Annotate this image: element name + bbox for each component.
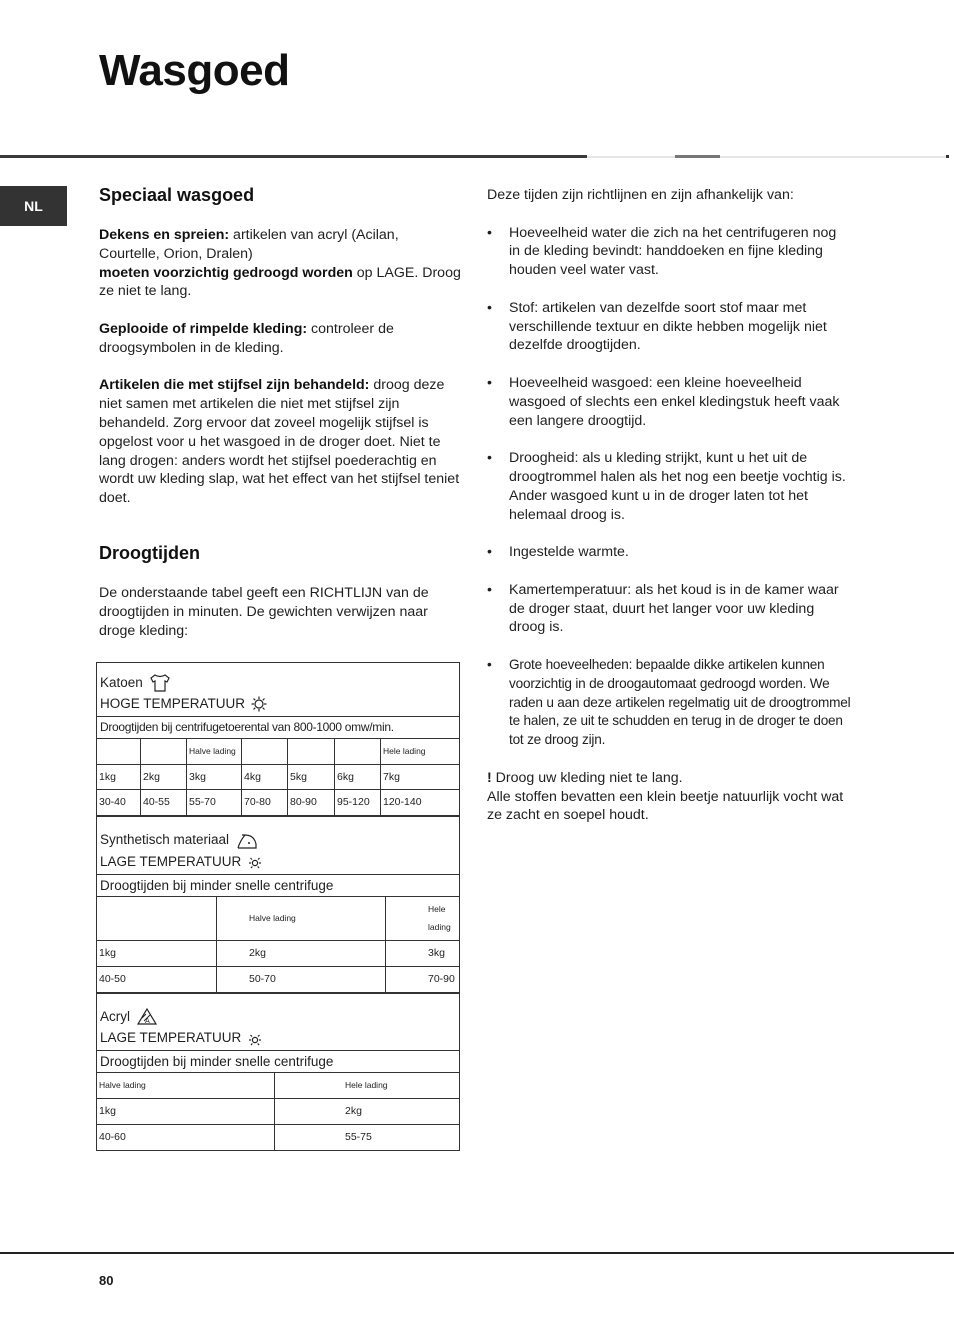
right-column (487, 184, 851, 825)
drying-times-intro: De onderstaande tabel geeft een RICHTLIJN van de droogtijden in minuten. De gewichten verwijzen naar droge kleding: (99, 584, 429, 639)
footer-rule (0, 1252, 954, 1254)
table-row (97, 1073, 459, 1098)
table-row (97, 967, 459, 993)
page-number: 80 (99, 1273, 114, 1288)
header-rule (0, 155, 954, 159)
small-sun-icon (247, 1027, 263, 1048)
table-cell: 40-50 (97, 967, 217, 993)
table-row (97, 790, 459, 816)
table-cell: 7kg (381, 764, 460, 790)
table-cell: 70-90 (386, 967, 460, 993)
table-cell: 2kg (141, 764, 187, 790)
table-row (97, 897, 459, 941)
heading-special-laundry: Speciaal wasgoed (99, 185, 255, 205)
small-sun-icon (247, 851, 263, 872)
table-row (97, 739, 459, 764)
acrylic-temp: LAGE TEMPERATUUR (100, 1030, 242, 1046)
table-cell: 2kg (275, 1099, 460, 1125)
table-cell: 4kg (242, 764, 288, 790)
table-row (97, 941, 459, 967)
warning-line-2: Alle stoffen bevatten een klein beetje natuurlijk vocht wat ze zacht en soepel houdt. (487, 788, 844, 824)
table-row (97, 1124, 459, 1149)
warning-paragraph (487, 769, 851, 825)
shirt-icon (149, 671, 171, 692)
table-cell: 1kg (97, 941, 217, 967)
acrylic-half-label: Halve lading (97, 1073, 275, 1098)
list-item: • Stof: artikelen van dezelfde soort stof maar met verschillende textuur en dikte hebben mogelijk niet dezelfde droogtijden. (487, 299, 851, 355)
table-cell: 2kg (217, 941, 386, 967)
starch-label: Artikelen die met stijfsel zijn behandeld: (99, 377, 370, 394)
table-cell: 50-70 (217, 967, 386, 993)
table-cell: 3kg (386, 941, 460, 967)
svg-text:A: A (145, 1017, 150, 1026)
list-item: • Kamertemperatuur: als het koud is in de kamer waar de droger staat, duurt het langer voor uw kleding droog is. (487, 581, 851, 637)
cotton-half-label: Halve lading (187, 739, 242, 764)
table-cell: 1kg (97, 1099, 275, 1125)
acrylic-header (97, 993, 459, 1050)
cotton-grid (97, 739, 459, 816)
list-item: • Hoeveelheid wasgoed: een kleine hoeveelheid wasgoed of slechts een enkel kledingstuk heeft vaak een langere droogtijd. (487, 374, 851, 430)
blankets-label: Dekens en spreien: (99, 227, 230, 243)
cotton-note: Droogtijden bij centrifugetoerental van 800-1000 omw/min. (97, 716, 459, 739)
drying-times-table (96, 662, 460, 1150)
table-cell: 30-40 (97, 790, 141, 816)
language-tab: NL (0, 186, 67, 226)
list-item: • Hoeveelheid water die zich na het centrifugeren nog in de kleding bevindt: handdoeken en fijne kleding houden veel water vast. (487, 224, 851, 280)
table-cell: 1kg (97, 764, 141, 790)
cotton-header (97, 663, 459, 715)
blankets-paragraph (99, 226, 461, 301)
table-cell: 40-55 (141, 790, 187, 816)
synthetic-temp: LAGE TEMPERATUUR (100, 853, 242, 869)
synthetic-name: Synthetisch materiaal (100, 832, 230, 848)
synthetic-grid (97, 897, 459, 993)
table-cell: 70-80 (242, 790, 288, 816)
synthetic-half-label: Halve lading (217, 897, 386, 941)
table-cell: 95-120 (335, 790, 381, 816)
table-row (97, 1099, 459, 1125)
table-cell: 40-60 (97, 1124, 275, 1149)
cotton-temp: HOGE TEMPERATUUR (100, 695, 246, 711)
cotton-full-label: Hele lading (381, 739, 460, 764)
table-cell: 80-90 (288, 790, 335, 816)
pleated-label: Geplooide of rimpelde kleding: (99, 320, 308, 337)
table-cell: 6kg (335, 764, 381, 790)
table-cell: 55-70 (187, 790, 242, 816)
blankets-text: artikelen van acryl (Acilan, Courtelle, Orion, Dralen) (99, 227, 399, 262)
cotton-name: Katoen (100, 674, 143, 690)
acrylic-full-label: Hele lading (275, 1073, 460, 1098)
blankets-text-2: op LAGE. Droog ze niet te lang. (99, 264, 461, 300)
table-cell: 5kg (288, 764, 335, 790)
acrylic-symbol-icon (136, 1006, 158, 1027)
factors-list (487, 224, 851, 750)
factors-intro: Deze tijden zijn richtlijnen en zijn afhankelijk van: (487, 187, 794, 203)
list-item: • Grote hoeveelheden: bepaalde dikke artikelen kunnen voorzichtig in de droogautomaat gedroogd worden. We raden u aan deze artikelen regelmatig uit de droogtrommel te halen, ze uit te schudden en terug in de droger te doen tot ze droog zijn. (487, 656, 851, 750)
warning-mark: ! (487, 769, 492, 786)
list-item: • Ingestelde warmte. (487, 543, 851, 562)
pleated-paragraph (99, 320, 461, 358)
pleated-text: controleer de droogsymbolen in de kleding. (99, 320, 394, 356)
table-row (97, 764, 459, 790)
iron-icon (235, 829, 259, 850)
acrylic-grid (97, 1073, 459, 1149)
table-cell: 3kg (187, 764, 242, 790)
warning-line-1: Droog uw kleding niet te lang. (491, 769, 683, 786)
left-column (99, 184, 461, 1151)
synthetic-full-label: Hele lading (386, 897, 460, 941)
blankets-label-2: moeten voorzichtig gedroogd worden (99, 264, 353, 281)
starch-paragraph (99, 376, 461, 508)
sun-icon (251, 693, 267, 714)
table-cell: 120-140 (381, 790, 460, 816)
acrylic-note: Droogtijden bij minder snelle centrifuge (97, 1050, 459, 1073)
acrylic-name: Acryl (100, 1009, 130, 1025)
synthetic-header (97, 816, 459, 873)
page-title: Wasgoed (99, 46, 290, 95)
heading-drying-times: Droogtijden (99, 542, 200, 563)
synthetic-note: Droogtijden bij minder snelle centrifuge (97, 874, 459, 897)
starch-text: droog deze niet samen met artikelen die niet met stijfsel zijn behandeld. Zorg ervoor dat zoveel mogelijk stijfsel is opgelost voor u het wasgoed in de droger doet. Niet te lang drogen: anders wordt het stijfsel poederachtig en wordt uw kleding slap, wat het effect van het stijfsel teniet doet. (99, 377, 460, 507)
table-cell: 55-75 (275, 1124, 460, 1149)
list-item: • Droogheid: als u kleding strijkt, kunt u het uit de droogtrommel halen als het nog een beetje vochtig is. Ander wasgoed kunt u in de droger laten tot het helemaal droog is. (487, 449, 851, 524)
